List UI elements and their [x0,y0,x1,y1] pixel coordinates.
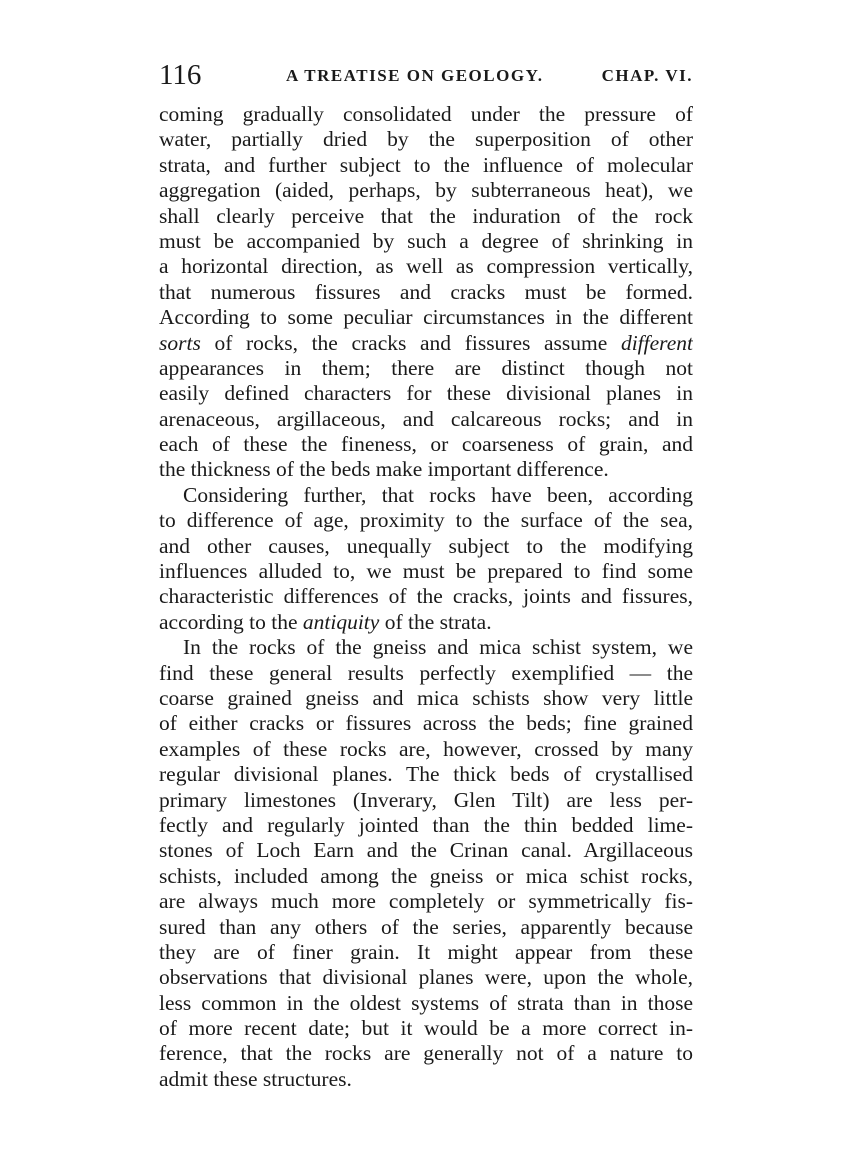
text-line [159,661,693,686]
text-line [159,610,693,635]
text-segment: examples of these rocks are, however, crossed by many [159,736,693,761]
text-segment: observations that divisional planes were, upon the whole, [159,965,693,990]
text-segment: to difference of age, proximity to the surface of the sea, [159,508,693,533]
text-line [159,280,693,305]
text-line [159,127,693,152]
text-line [159,635,693,660]
text-segment: shall clearly perceive that the induration of the rock [159,203,693,228]
text-line [159,432,693,457]
text-line [159,889,693,914]
text-segment: of either cracks or fissures across the beds; fine grained [159,711,693,736]
page-number: 116 [159,59,202,91]
running-title: A TREATISE ON GEOLOGY. [286,66,544,85]
text-segment: influences alluded to, we must be prepared to find some [159,559,693,584]
text-segment: ference, that the rocks are generally not of a nature to [159,1041,693,1066]
text-line [159,737,693,762]
text-segment: sured than any others of the series, apparently because [159,914,693,939]
text-segment: water, partially dried by the superposition of other [159,127,693,152]
text-segment: a horizontal direction, as well as compression vertically, [159,254,693,279]
text-line [159,584,693,609]
italic-text: sorts [159,330,201,355]
text-segment: Considering further, that rocks have been, according [183,482,693,507]
text-segment: of the strata. [379,609,492,634]
text-segment: aggregation (aided, perhaps, by subterraneous heat), we [159,178,693,203]
text-line [159,1016,693,1041]
text-line [159,991,693,1016]
text-line [159,838,693,863]
text-line [159,381,693,406]
text-line [159,788,693,813]
text-segment: each of these the fineness, or coarseness of grain, and [159,432,693,457]
text-line [159,559,693,584]
text-line [159,483,693,508]
text-segment: regular divisional planes. The thick beds of crystallised [159,762,693,787]
text-segment: less common in the oldest systems of strata than in those [159,990,693,1015]
text-line [159,153,693,178]
text-segment: they are of finer grain. It might appear from these [159,939,693,964]
text-segment: find these general results perfectly exemplified — the [159,660,693,685]
text-line [159,356,693,381]
text-segment: arenaceous, argillaceous, and calcareous rocks; and in [159,406,693,431]
text-line [159,407,693,432]
text-line [159,178,693,203]
text-segment: schists, included among the gneiss or mica schist rocks, [159,863,693,888]
text-segment: admit these structures. [159,1066,352,1091]
text-segment: the thickness of the beds make important difference. [159,457,609,482]
text-segment: must be accompanied by such a degree of shrinking in [159,228,693,253]
text-line [159,305,693,330]
text-segment: that numerous fissures and cracks must be formed. [159,279,693,304]
italic-text: different [620,330,693,355]
chapter-label: CHAP. VI. [601,66,693,85]
text-segment: according to the [159,609,303,634]
text-line [159,864,693,889]
text-line [159,508,693,533]
text-segment: of more recent date; but it would be a more correct in- [159,1016,693,1041]
text-segment: appearances in them; there are distinct though not [159,355,693,380]
text-line [159,965,693,990]
text-line [159,534,693,559]
text-segment: characteristic differences of the cracks, joints and fissures, [159,584,693,609]
text-segment: strata, and further subject to the influence of molecular [159,152,693,177]
text-line [159,331,693,356]
text-segment: In the rocks of the gneiss and mica schist system, we [183,635,693,660]
text-segment: are always much more completely or symmetrically fis- [159,889,693,914]
text-segment: of rocks, the cracks and fissures assume [200,330,621,355]
text-line [159,254,693,279]
italic-text: antiquity [302,609,380,634]
text-line [159,204,693,229]
text-line [159,711,693,736]
text-line [159,940,693,965]
text-segment: fectly and regularly jointed than the thin bedded lime- [159,812,693,837]
text-line [159,102,693,127]
text-line [159,1067,693,1092]
text-segment: coming gradually consolidated under the pressure of [159,102,693,126]
text-line [159,813,693,838]
text-line [159,686,693,711]
text-segment: easily defined characters for these divisional planes in [159,381,693,406]
text-line [159,457,693,482]
text-segment: coarse grained gneiss and mica schists show very little [159,685,693,710]
text-segment: stones of Loch Earn and the Crinan canal. Argillaceous [159,838,693,863]
text-segment: According to some peculiar circumstances in the different [159,305,693,330]
text-segment: primary limestones (Inverary, Glen Tilt) are less per- [159,787,693,812]
text-line [159,915,693,940]
text-line [159,1041,693,1066]
text-segment: and other causes, unequally subject to the modifying [159,533,693,558]
text-line [159,762,693,787]
body-text [159,102,693,1092]
page-header [159,58,693,94]
text-line [159,229,693,254]
